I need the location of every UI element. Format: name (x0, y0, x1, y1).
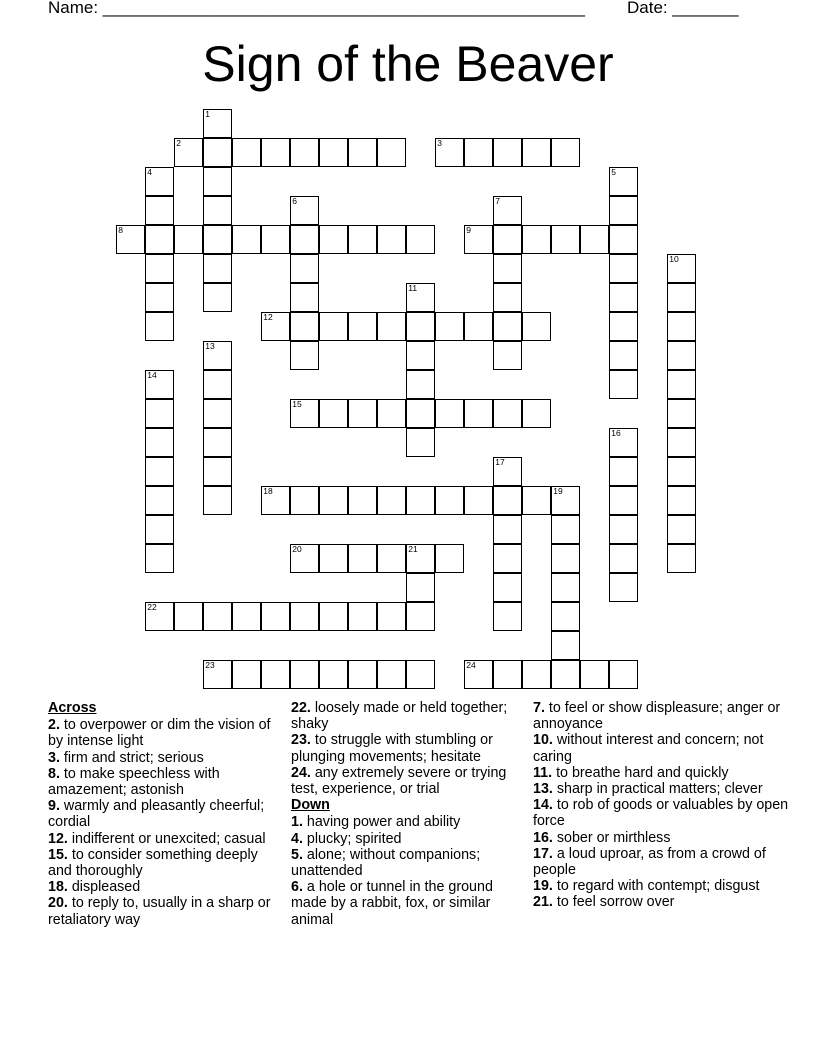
grid-cell[interactable] (319, 312, 348, 341)
cell-number: 4 (147, 167, 152, 178)
clues-column-2 (291, 700, 531, 928)
cell-number: 21 (408, 544, 418, 555)
grid-cell[interactable] (609, 660, 638, 689)
grid-cell[interactable] (435, 312, 464, 341)
clue-number: 13. (533, 781, 553, 798)
grid-cell[interactable] (667, 370, 696, 399)
grid-cell[interactable] (667, 457, 696, 486)
grid-cell[interactable] (203, 283, 232, 312)
grid-cell[interactable] (290, 138, 319, 167)
grid-cell[interactable] (464, 225, 493, 254)
cell-number: 3 (437, 138, 442, 149)
grid-cell[interactable] (203, 602, 232, 631)
clue-text: to feel or show displeasure; anger or annoyance (533, 700, 781, 733)
grid-cell[interactable] (377, 602, 406, 631)
grid-cell[interactable] (203, 457, 232, 486)
grid-cell[interactable] (203, 341, 232, 370)
clue-text: to breathe hard and quickly (552, 764, 729, 781)
clues-column-3 (533, 700, 793, 911)
clue-text: displeased (67, 879, 141, 896)
clue-across-9 (48, 798, 283, 830)
grid-cell[interactable] (406, 660, 435, 689)
grid-cell[interactable] (290, 254, 319, 283)
cell-number: 6 (292, 196, 297, 207)
grid-cell[interactable] (493, 399, 522, 428)
grid-cell[interactable] (667, 312, 696, 341)
grid-cell[interactable] (145, 225, 174, 254)
clue-text: having power and ability (302, 814, 461, 831)
clue-number: 4. (291, 830, 303, 847)
clue-text: any extremely severe or trying test, experience, or trial (291, 764, 507, 798)
clue-number: 21. (533, 894, 553, 911)
clue-across-22 (291, 700, 531, 732)
grid-cell[interactable] (232, 138, 261, 167)
clue-across-3 (48, 750, 283, 766)
cell-number: 10 (669, 254, 679, 265)
grid-cell[interactable] (290, 399, 319, 428)
grid-cell[interactable] (493, 573, 522, 602)
grid-cell[interactable] (493, 602, 522, 631)
clue-text: firm and strict; serious (59, 749, 204, 766)
grid-cell[interactable] (348, 225, 377, 254)
name-field-label: Name: ___________________________________________________ (48, 0, 585, 17)
grid-cell[interactable] (232, 602, 261, 631)
grid-cell[interactable] (609, 254, 638, 283)
grid-cell[interactable] (464, 138, 493, 167)
grid-cell[interactable] (319, 225, 348, 254)
grid-cell[interactable] (319, 399, 348, 428)
grid-cell[interactable] (551, 631, 580, 660)
clue-text: indifferent or unexcited; casual (67, 830, 266, 847)
grid-cell[interactable] (551, 225, 580, 254)
grid-cell[interactable] (261, 225, 290, 254)
grid-cell[interactable] (493, 457, 522, 486)
clue-text: to struggle with stumbling or plunging movements; hesitate (291, 732, 493, 765)
clue-text: without interest and concern; not caring (533, 732, 764, 765)
grid-cell[interactable] (609, 283, 638, 312)
grid-cell[interactable] (145, 370, 174, 399)
grid-cell[interactable] (522, 486, 551, 515)
clue-down-19 (533, 878, 793, 894)
grid-cell[interactable] (435, 544, 464, 573)
grid-cell[interactable] (435, 399, 464, 428)
grid-cell[interactable] (145, 457, 174, 486)
grid-cell[interactable] (203, 486, 232, 515)
grid-cell[interactable] (493, 486, 522, 515)
grid-cell[interactable] (203, 428, 232, 457)
cell-number: 18 (263, 486, 273, 497)
grid-cell[interactable] (145, 283, 174, 312)
grid-cell[interactable] (145, 515, 174, 544)
grid-cell[interactable] (203, 196, 232, 225)
clue-across-8 (48, 766, 283, 798)
grid-cell[interactable] (667, 544, 696, 573)
clue-down-13 (533, 781, 793, 797)
clue-number: 11. (533, 764, 553, 781)
grid-cell[interactable] (290, 225, 319, 254)
grid-cell[interactable] (609, 486, 638, 515)
clue-number: 5. (291, 846, 303, 863)
grid-cell[interactable] (348, 312, 377, 341)
grid-cell[interactable] (145, 544, 174, 573)
grid-cell[interactable] (174, 138, 203, 167)
grid-cell[interactable] (348, 602, 377, 631)
grid-cell[interactable] (551, 486, 580, 515)
clue-number: 15. (48, 846, 68, 863)
grid-cell[interactable] (667, 515, 696, 544)
cell-number: 9 (466, 225, 471, 236)
clue-down-1 (291, 814, 531, 830)
grid-cell[interactable] (493, 312, 522, 341)
cell-number: 5 (611, 167, 616, 178)
grid-cell[interactable] (377, 312, 406, 341)
grid-cell[interactable] (551, 138, 580, 167)
grid-cell[interactable] (609, 428, 638, 457)
clue-number: 3. (48, 749, 60, 766)
grid-cell[interactable] (406, 428, 435, 457)
grid-cell[interactable] (406, 283, 435, 312)
grid-cell[interactable] (145, 254, 174, 283)
grid-cell[interactable] (261, 486, 290, 515)
grid-cell[interactable] (348, 138, 377, 167)
clue-number: 9. (48, 798, 60, 815)
grid-cell[interactable] (348, 660, 377, 689)
grid-cell[interactable] (203, 167, 232, 196)
grid-cell[interactable] (203, 109, 232, 138)
cell-number: 14 (147, 370, 157, 381)
grid-cell[interactable] (406, 544, 435, 573)
clue-across-23 (291, 732, 531, 764)
clue-number: 18. (48, 879, 68, 896)
date-field-label: Date: _______ (627, 0, 739, 17)
grid-cell[interactable] (290, 602, 319, 631)
clue-number: 22. (291, 700, 311, 716)
clue-text: warmly and pleasantly cheerful; cordial (48, 798, 265, 831)
grid-cell[interactable] (319, 602, 348, 631)
clue-number: 7. (533, 700, 545, 716)
clue-number: 2. (48, 717, 60, 734)
grid-cell[interactable] (145, 602, 174, 631)
grid-cell[interactable] (493, 341, 522, 370)
grid-cell[interactable] (493, 660, 522, 689)
clue-down-5 (291, 847, 531, 879)
clue-text: loosely made or held together; shaky (291, 700, 508, 733)
clue-number: 16. (533, 829, 553, 846)
grid-cell[interactable] (261, 312, 290, 341)
cell-number: 8 (118, 225, 123, 236)
grid-cell[interactable] (551, 515, 580, 544)
clue-down-6 (291, 879, 531, 928)
cell-number: 12 (263, 312, 273, 323)
cell-number: 23 (205, 660, 215, 671)
clue-across-18 (48, 879, 283, 895)
clue-number: 19. (533, 878, 553, 895)
grid-cell[interactable] (406, 312, 435, 341)
grid-cell[interactable] (261, 602, 290, 631)
grid-cell[interactable] (609, 457, 638, 486)
clue-number: 14. (533, 797, 553, 814)
cell-number: 22 (147, 602, 157, 613)
grid-cell[interactable] (290, 312, 319, 341)
clue-across-12 (48, 831, 283, 847)
grid-cell[interactable] (377, 399, 406, 428)
grid-cell[interactable] (667, 399, 696, 428)
clue-number: 8. (48, 765, 60, 782)
grid-cell[interactable] (290, 283, 319, 312)
grid-cell[interactable] (609, 515, 638, 544)
grid-cell[interactable] (261, 138, 290, 167)
cell-number: 19 (553, 486, 563, 497)
grid-cell[interactable] (493, 138, 522, 167)
clue-text: alone; without companions; unattended (291, 846, 481, 880)
clue-text: to rob of goods or valuables by open force (533, 797, 789, 830)
clue-across-15 (48, 847, 283, 879)
cell-number: 7 (495, 196, 500, 207)
clue-down-10 (533, 732, 793, 764)
clue-text: plucky; spirited (302, 830, 402, 847)
grid-cell[interactable] (203, 399, 232, 428)
down-heading: Down (291, 797, 330, 814)
grid-cell[interactable] (493, 254, 522, 283)
grid-cell[interactable] (667, 254, 696, 283)
grid-cell[interactable] (406, 602, 435, 631)
clue-text: to regard with contempt; disgust (552, 878, 760, 895)
grid-cell[interactable] (551, 602, 580, 631)
clue-number: 20. (48, 895, 68, 912)
grid-cell[interactable] (232, 660, 261, 689)
grid-cell[interactable] (377, 486, 406, 515)
grid-cell[interactable] (580, 225, 609, 254)
clue-text: to make speechless with amazement; astonish (48, 765, 220, 799)
across-heading: Across (48, 700, 97, 716)
grid-cell[interactable] (145, 486, 174, 515)
clue-text: sharp in practical matters; clever (552, 781, 763, 798)
clue-across-20 (48, 895, 283, 927)
cell-number: 20 (292, 544, 302, 555)
grid-cell[interactable] (203, 660, 232, 689)
grid-cell[interactable] (609, 544, 638, 573)
clue-down-7 (533, 700, 793, 732)
cell-number: 15 (292, 399, 302, 410)
clue-across-24 (291, 765, 531, 797)
grid-cell[interactable] (522, 660, 551, 689)
grid-cell[interactable] (145, 196, 174, 225)
clue-across-2 (48, 717, 283, 749)
grid-cell[interactable] (203, 370, 232, 399)
grid-cell[interactable] (290, 196, 319, 225)
grid-cell[interactable] (609, 312, 638, 341)
cell-number: 1 (205, 109, 210, 120)
grid-cell[interactable] (667, 428, 696, 457)
grid-cell[interactable] (493, 515, 522, 544)
clue-number: 17. (533, 845, 553, 862)
grid-cell[interactable] (377, 660, 406, 689)
cell-number: 11 (408, 283, 418, 294)
grid-cell[interactable] (145, 167, 174, 196)
cell-number: 17 (495, 457, 505, 468)
grid-cell[interactable] (319, 138, 348, 167)
grid-cell[interactable] (406, 573, 435, 602)
crossword-grid (117, 110, 698, 691)
grid-cell[interactable] (551, 573, 580, 602)
grid-cell[interactable] (435, 486, 464, 515)
grid-cell[interactable] (464, 486, 493, 515)
grid-cell[interactable] (464, 312, 493, 341)
clue-down-14 (533, 797, 793, 829)
clue-number: 23. (291, 732, 311, 749)
grid-cell[interactable] (377, 225, 406, 254)
clue-down-4 (291, 831, 531, 847)
grid-cell[interactable] (348, 486, 377, 515)
grid-cell[interactable] (609, 167, 638, 196)
grid-cell[interactable] (522, 312, 551, 341)
grid-cell[interactable] (493, 196, 522, 225)
clue-down-11 (533, 765, 793, 781)
grid-cell[interactable] (377, 544, 406, 573)
clue-text: to consider something deeply and thoroughly (48, 846, 258, 880)
cell-number: 24 (466, 660, 476, 671)
grid-cell[interactable] (667, 486, 696, 515)
clue-text: to reply to, usually in a sharp or retaliatory way (48, 895, 271, 928)
clue-down-16 (533, 830, 793, 846)
grid-cell[interactable] (464, 399, 493, 428)
page-title: Sign of the Beaver (202, 36, 614, 92)
grid-cell[interactable] (667, 341, 696, 370)
clue-down-21 (533, 894, 793, 910)
grid-cell[interactable] (348, 399, 377, 428)
grid-cell[interactable] (609, 225, 638, 254)
grid-cell[interactable] (174, 225, 203, 254)
grid-cell[interactable] (522, 399, 551, 428)
clue-text: sober or mirthless (552, 829, 671, 846)
grid-cell[interactable] (609, 196, 638, 225)
grid-cell[interactable] (145, 428, 174, 457)
clues-column-1 (48, 700, 283, 928)
grid-cell[interactable] (145, 312, 174, 341)
clue-number: 10. (533, 732, 553, 749)
grid-cell[interactable] (203, 138, 232, 167)
cell-number: 2 (176, 138, 181, 149)
grid-cell[interactable] (609, 370, 638, 399)
grid-cell[interactable] (609, 341, 638, 370)
clue-down-17 (533, 846, 793, 878)
grid-cell[interactable] (203, 225, 232, 254)
clue-number: 12. (48, 830, 68, 847)
grid-cell[interactable] (145, 399, 174, 428)
grid-cell[interactable] (406, 341, 435, 370)
clue-number: 24. (291, 764, 311, 781)
grid-cell[interactable] (406, 370, 435, 399)
grid-cell[interactable] (174, 602, 203, 631)
grid-cell[interactable] (580, 660, 609, 689)
cell-number: 16 (611, 428, 621, 439)
grid-cell[interactable] (493, 283, 522, 312)
cell-number: 13 (205, 341, 215, 352)
grid-cell[interactable] (261, 660, 290, 689)
grid-cell[interactable] (290, 544, 319, 573)
grid-cell[interactable] (406, 399, 435, 428)
grid-cell[interactable] (609, 573, 638, 602)
grid-cell[interactable] (116, 225, 145, 254)
grid-cell[interactable] (551, 544, 580, 573)
grid-cell[interactable] (551, 660, 580, 689)
grid-cell[interactable] (290, 341, 319, 370)
clue-text: to feel sorrow over (552, 894, 675, 911)
grid-cell[interactable] (319, 660, 348, 689)
grid-cell[interactable] (203, 254, 232, 283)
grid-cell[interactable] (232, 225, 261, 254)
grid-cell[interactable] (522, 225, 551, 254)
grid-cell[interactable] (319, 486, 348, 515)
grid-cell[interactable] (435, 138, 464, 167)
grid-cell[interactable] (377, 138, 406, 167)
grid-cell[interactable] (290, 486, 319, 515)
grid-cell[interactable] (522, 138, 551, 167)
clue-number: 6. (291, 879, 303, 896)
clue-number: 1. (291, 814, 303, 831)
grid-cell[interactable] (290, 660, 319, 689)
grid-cell[interactable] (493, 544, 522, 573)
clue-text: to overpower or dim the vision of by intense light (48, 717, 271, 750)
clue-text: a loud uproar, as from a crowd of people (533, 845, 766, 879)
grid-cell[interactable] (319, 544, 348, 573)
grid-cell[interactable] (406, 486, 435, 515)
grid-cell[interactable] (493, 225, 522, 254)
grid-cell[interactable] (667, 283, 696, 312)
grid-cell[interactable] (348, 544, 377, 573)
grid-cell[interactable] (464, 660, 493, 689)
grid-cell[interactable] (406, 225, 435, 254)
clue-text: a hole or tunnel in the ground made by a rabbit, fox, or similar animal (291, 879, 493, 928)
